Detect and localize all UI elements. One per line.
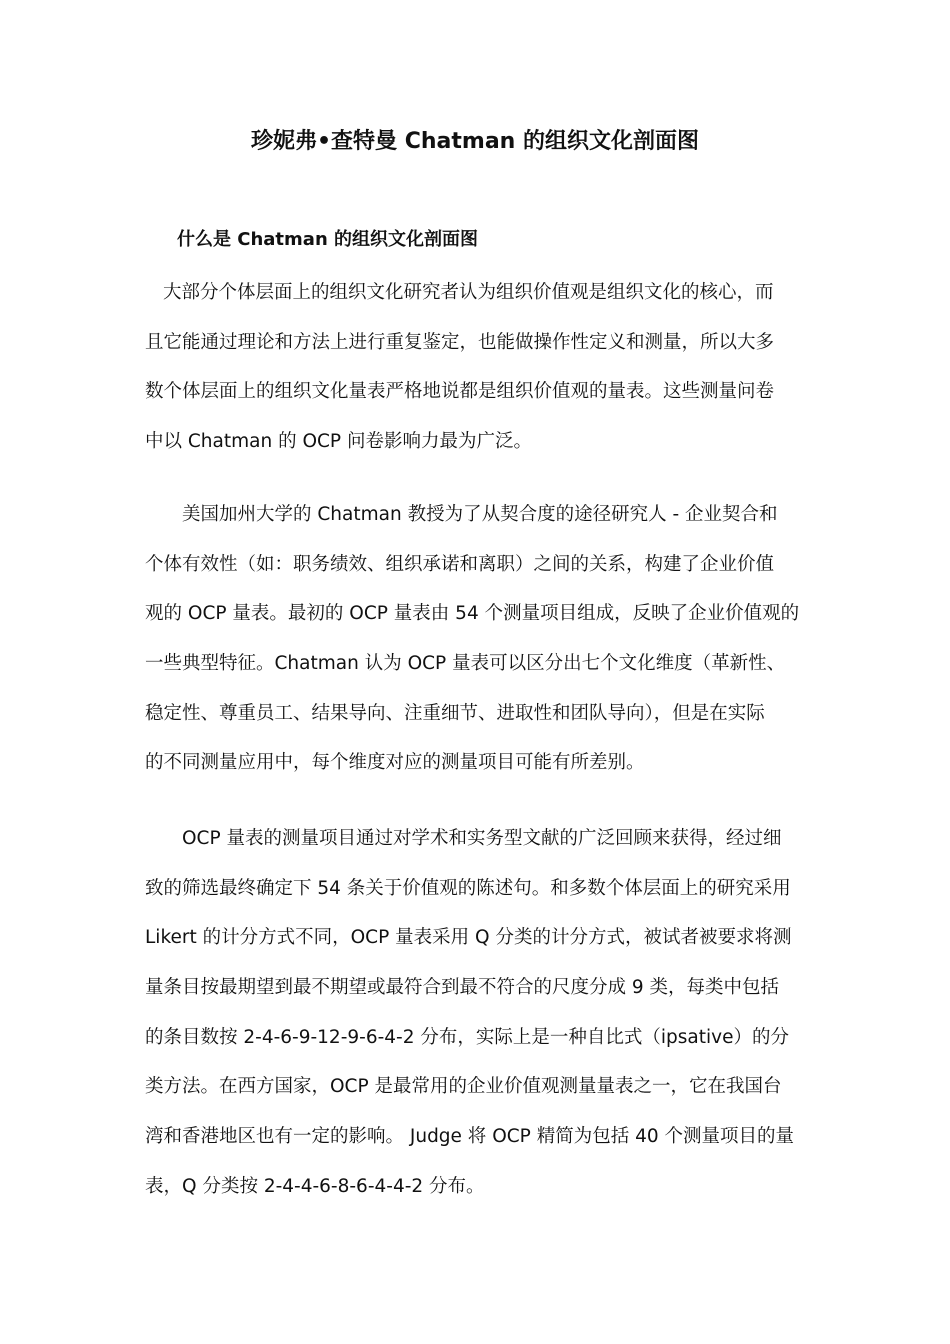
document-title: 珍妮弗•查特曼 Chatman 的组织文化剖面图 [251, 129, 699, 154]
paragraph-line: 中以 Chatman 的 OCP 问卷影响力最为广泛。 [145, 431, 532, 453]
paragraph-line: 量条目按最期望到最不期望或最符合到最不符合的尺度分成 9 类，每类中包括 [145, 977, 780, 999]
paragraph-line: 大部分个体层面上的组织文化研究者认为组织价值观是组织文化的核心，而 [163, 282, 774, 303]
section-heading: 什么是 Chatman 的组织文化剖面图 [177, 229, 479, 250]
paragraph-line: OCP 量表的测量项目通过对学术和实务型文献的广泛回顾来获得，经过细 [182, 828, 782, 849]
paragraph-line: 观的 OCP 量表。最初的 OCP 量表由 54 个测量项目组成，反映了企业价值观的 [145, 603, 800, 625]
paragraph-line: 数个体层面上的组织文化量表严格地说都是组织价值观的量表。这些测量问卷 [145, 381, 775, 403]
paragraph-line: 且它能通过理论和方法上进行重复鉴定，也能做操作性定义和测量，所以大多 [145, 331, 775, 353]
paragraph-line: 湾和香港地区也有一定的影响。 Judge 将 OCP 精简为包括 40 个测量项目的量 [145, 1126, 795, 1148]
paragraph-2 [145, 502, 805, 800]
paragraph-line: 类方法。在西方国家，OCP 是最常用的企业价值观测量量表之一，它在我国台 [145, 1076, 782, 1098]
paragraph-line: 的不同测量应用中，每个维度对应的测量项目可能有所差别。 [145, 752, 645, 774]
paragraph-line: 致的筛选最终确定下 54 条关于价值观的陈述句。和多数个体层面上的研究采用 [145, 877, 791, 899]
paragraph-line: 的条目数按 2-4-6-9-12-9-6-4-2 分布，实际上是一种自比式（ipsative）的分 [145, 1026, 789, 1048]
paragraph-line: 表，Q 分类按 2-4-4-6-8-6-4-4-2 分布。 [145, 1175, 485, 1197]
paragraph-line: 一些典型特征。Chatman 认为 OCP 量表可以区分出七个文化维度（革新性、 [145, 653, 786, 675]
paragraph-3 [145, 826, 805, 1224]
paragraph-line: 稳定性、尊重员工、结果导向、注重细节、进取性和团队导向），但是在实际 [145, 702, 765, 724]
paragraph-line: Likert 的计分方式不同，OCP 量表采用 Q 分类的计分方式，被试者被要求将测 [145, 927, 792, 949]
paragraph-1 [145, 280, 805, 479]
paragraph-line: 个体有效性（如：职务绩效、组织承诺和离职）之间的关系，构建了企业价值 [145, 553, 775, 575]
paragraph-line: 美国加州大学的 Chatman 教授为了从契合度的途径研究人 - 企业契合和 [182, 504, 778, 525]
